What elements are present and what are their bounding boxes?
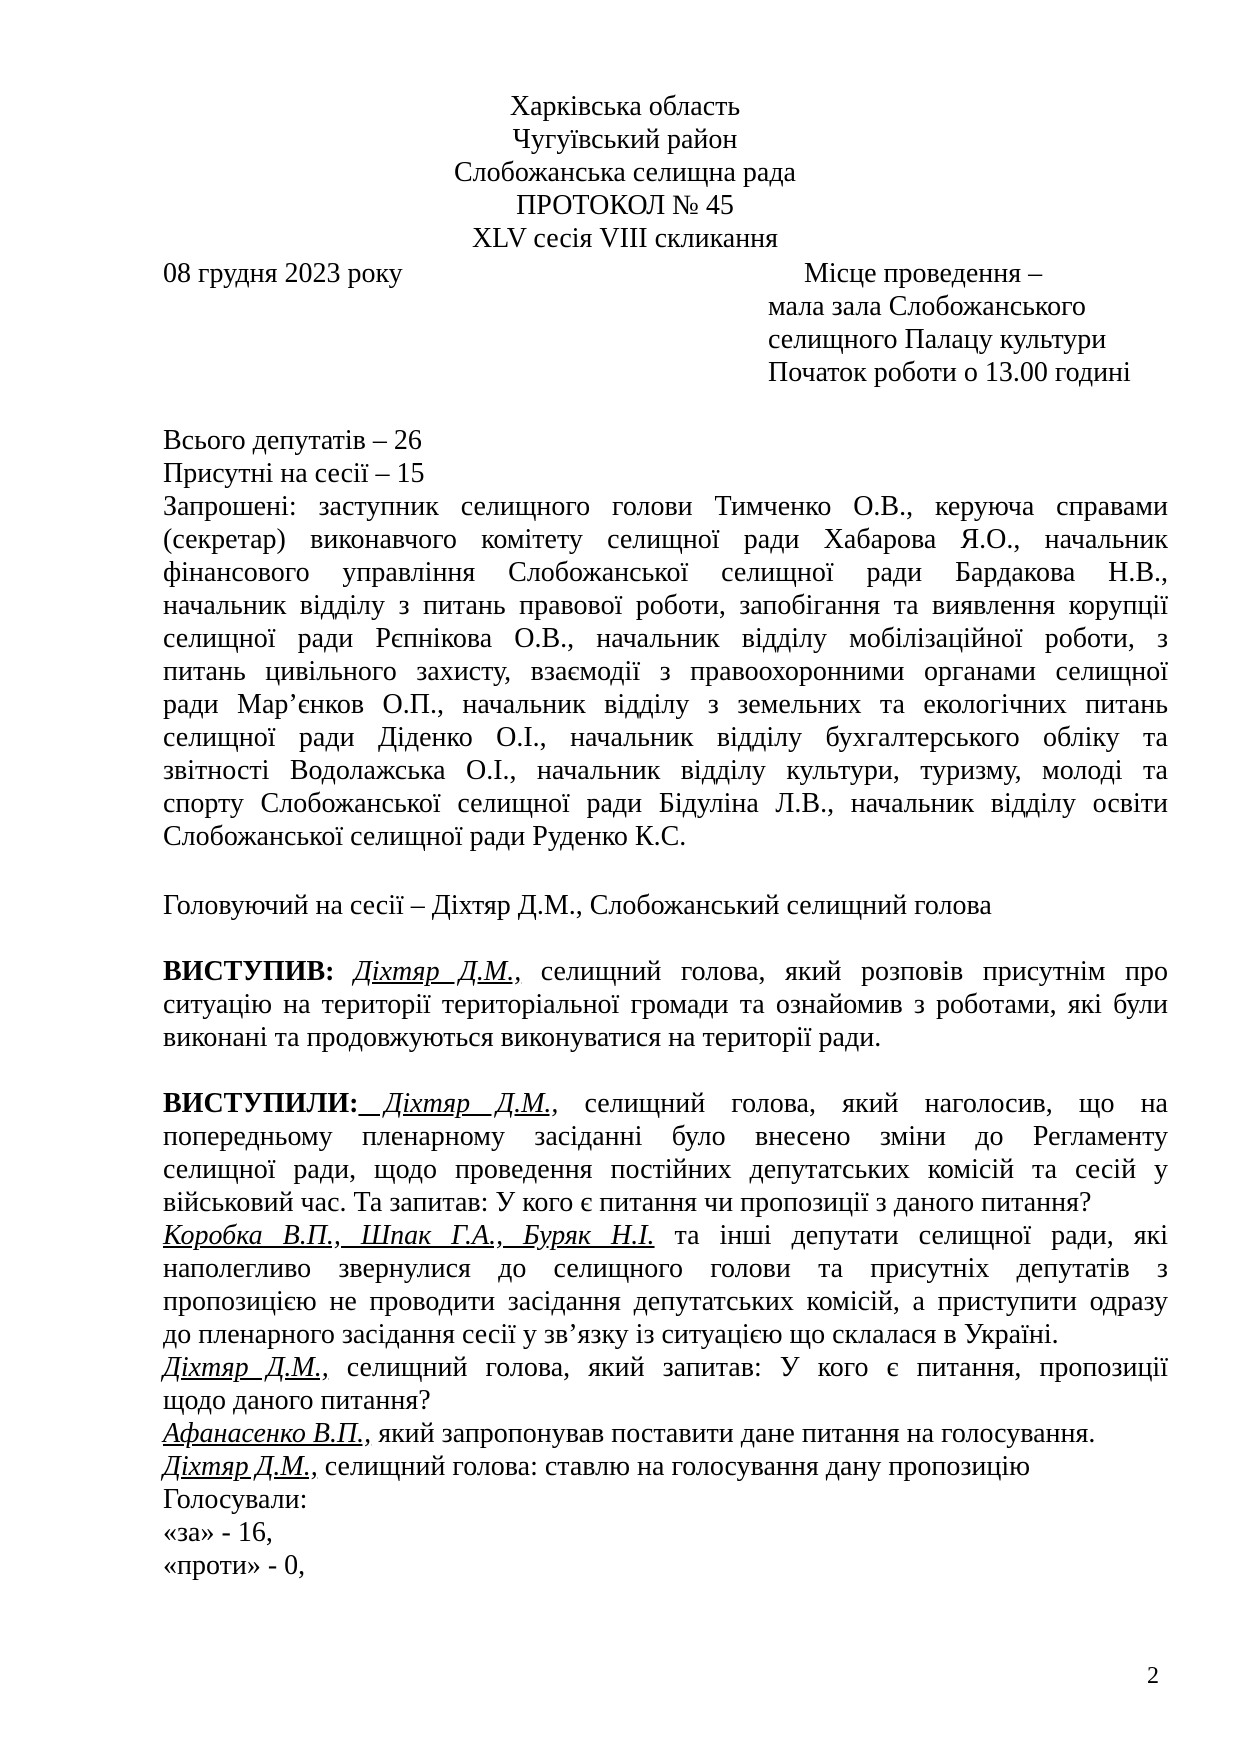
speech-text: та інші депутати селищної ради, які — [654, 1220, 1169, 1251]
speech-text: селищний голова, який наголосив, що на — [558, 1088, 1168, 1119]
invited-line: Слобожанської селищної ради Руденко К.С. — [163, 821, 687, 852]
place-hall: мала зала Слобожанського — [768, 291, 1086, 322]
invited-paragraph — [163, 490, 1168, 853]
invited-line: питань цивільного захисту, взаємодії з правоохоронними органами селищної — [163, 656, 1168, 687]
invited-line: селищної ради Рєпнікова О.В., начальник відділу мобілізаційної роботи, з — [163, 623, 1168, 654]
chair-question-first-line — [163, 1351, 1168, 1384]
invited-line: спорту Слобожанської селищної ради Бідуліна Л.В., начальник відділу освіти — [163, 788, 1168, 819]
speaker-name: Афанасенко В.П., — [163, 1418, 372, 1449]
page-number: 2 — [1147, 1663, 1159, 1689]
speech-text: селищний голова: ставлю на голосування дану пропозицію — [317, 1451, 1031, 1482]
vote-for: «за» - 16, — [163, 1517, 273, 1548]
council-line: Слобожанська селищна рада — [454, 157, 796, 188]
afanasenko-line — [163, 1417, 1168, 1450]
chair-vote-line — [163, 1450, 1168, 1483]
session-place — [768, 257, 1131, 389]
speech-line: наполегливо звернулися до селищного голови та присутніх депутатів з — [163, 1253, 1168, 1284]
speech-text: селищний голова, який розповів присутнім про — [521, 956, 1168, 987]
speaker-name: Діхтяр Д.М., — [358, 1088, 559, 1119]
speakers-label: ВИСТУПИЛИ: — [163, 1088, 359, 1119]
speech-2 — [163, 1087, 1168, 1582]
chair-line: Головуючий на сесії – Діхтяр Д.М., Слобожанський селищний голова — [163, 890, 992, 921]
speaker-name: Діхтяр Д.М., — [163, 1451, 318, 1482]
speech-line: пропозицією не проводити засідання депутатських комісій, а приступити одразу — [163, 1286, 1168, 1317]
session-date: 08 грудня 2023 року — [163, 258, 403, 289]
region-line: Харківська область — [509, 91, 741, 122]
invited-line: ради Мар’єнков О.П., начальник відділу з земельних та екологічних питань — [163, 689, 1168, 720]
speech-line: до пленарного засідання сесії у зв’язку із ситуацією що склалася в Україні. — [163, 1319, 1059, 1350]
speech-1-first-line — [163, 955, 1168, 988]
invited-line: (секретар) виконавчого комітету селищної ради Хабарова Я.О., начальник — [163, 524, 1168, 555]
invited-line: селищної ради Діденко О.І., начальник відділу бухгалтерського обліку та — [163, 722, 1168, 753]
speaker-label: ВИСТУПИВ: — [163, 956, 335, 987]
attendance — [163, 424, 1168, 490]
vote-label: Голосували: — [163, 1484, 308, 1515]
start-time: Початок роботи о 13.00 годині — [768, 357, 1131, 388]
invited-line: начальник відділу з питань правової роботи, запобігання та виявлення корупції — [163, 590, 1168, 621]
protocol-title: ПРОТОКОЛ № 45 — [516, 190, 734, 221]
place-label: Місце проведення – — [804, 258, 1043, 289]
speech-line: селищної ради, щодо проведення постійних депутатських комісій та сесій у — [163, 1154, 1168, 1185]
district-line: Чугуївський район — [512, 124, 738, 155]
speech-line: військовий час. Та запитав: У кого є питання чи пропозиції з даного питання? — [163, 1187, 1092, 1218]
invited-line: звітності Водолажська О.І., начальник відділу культури, туризму, молоді та — [163, 755, 1168, 786]
place-building: селищного Палацу культури — [768, 324, 1107, 355]
invited-line: Запрошені: заступник селищного голови Тимченко О.В., керуюча справами — [163, 491, 1168, 522]
speech-text: селищний голова, який запитав: У кого є питання, пропозиції — [328, 1352, 1168, 1383]
vote-against: «проти» - 0, — [163, 1550, 306, 1581]
document-header — [0, 90, 1240, 255]
speaker-name: Діхтяр Д.М., — [163, 1352, 329, 1383]
present-deputies: Присутні на сесії – 15 — [163, 458, 425, 489]
deputies-proposal-first-line — [163, 1219, 1168, 1252]
total-deputies: Всього депутатів – 26 — [163, 425, 422, 456]
invited-line: фінансового управління Слобожанської селищної ради Бардакова Н.В., — [163, 557, 1168, 588]
speech-line: щодо даного питання? — [163, 1385, 431, 1416]
speech-line: попередньому пленарному засіданні було внесено зміни до Регламенту — [163, 1121, 1168, 1152]
speech-line: виконані та продовжуються виконуватися на території ради. — [163, 1022, 882, 1053]
speech-1 — [163, 955, 1168, 1054]
speech-2-first-line — [163, 1087, 1168, 1120]
deputy-names: Коробка В.П., Шпак Г.А., Буряк Н.І. — [163, 1220, 655, 1251]
speech-line: ситуацію на території територіальної громади та ознайомив з роботами, які були — [163, 989, 1168, 1020]
speaker-name: Діхтяр Д.М., — [353, 956, 522, 987]
session-line: XLV сесія VIII скликання — [471, 223, 779, 254]
speech-text: який запропонував поставити дане питання на голосування. — [371, 1418, 1096, 1449]
